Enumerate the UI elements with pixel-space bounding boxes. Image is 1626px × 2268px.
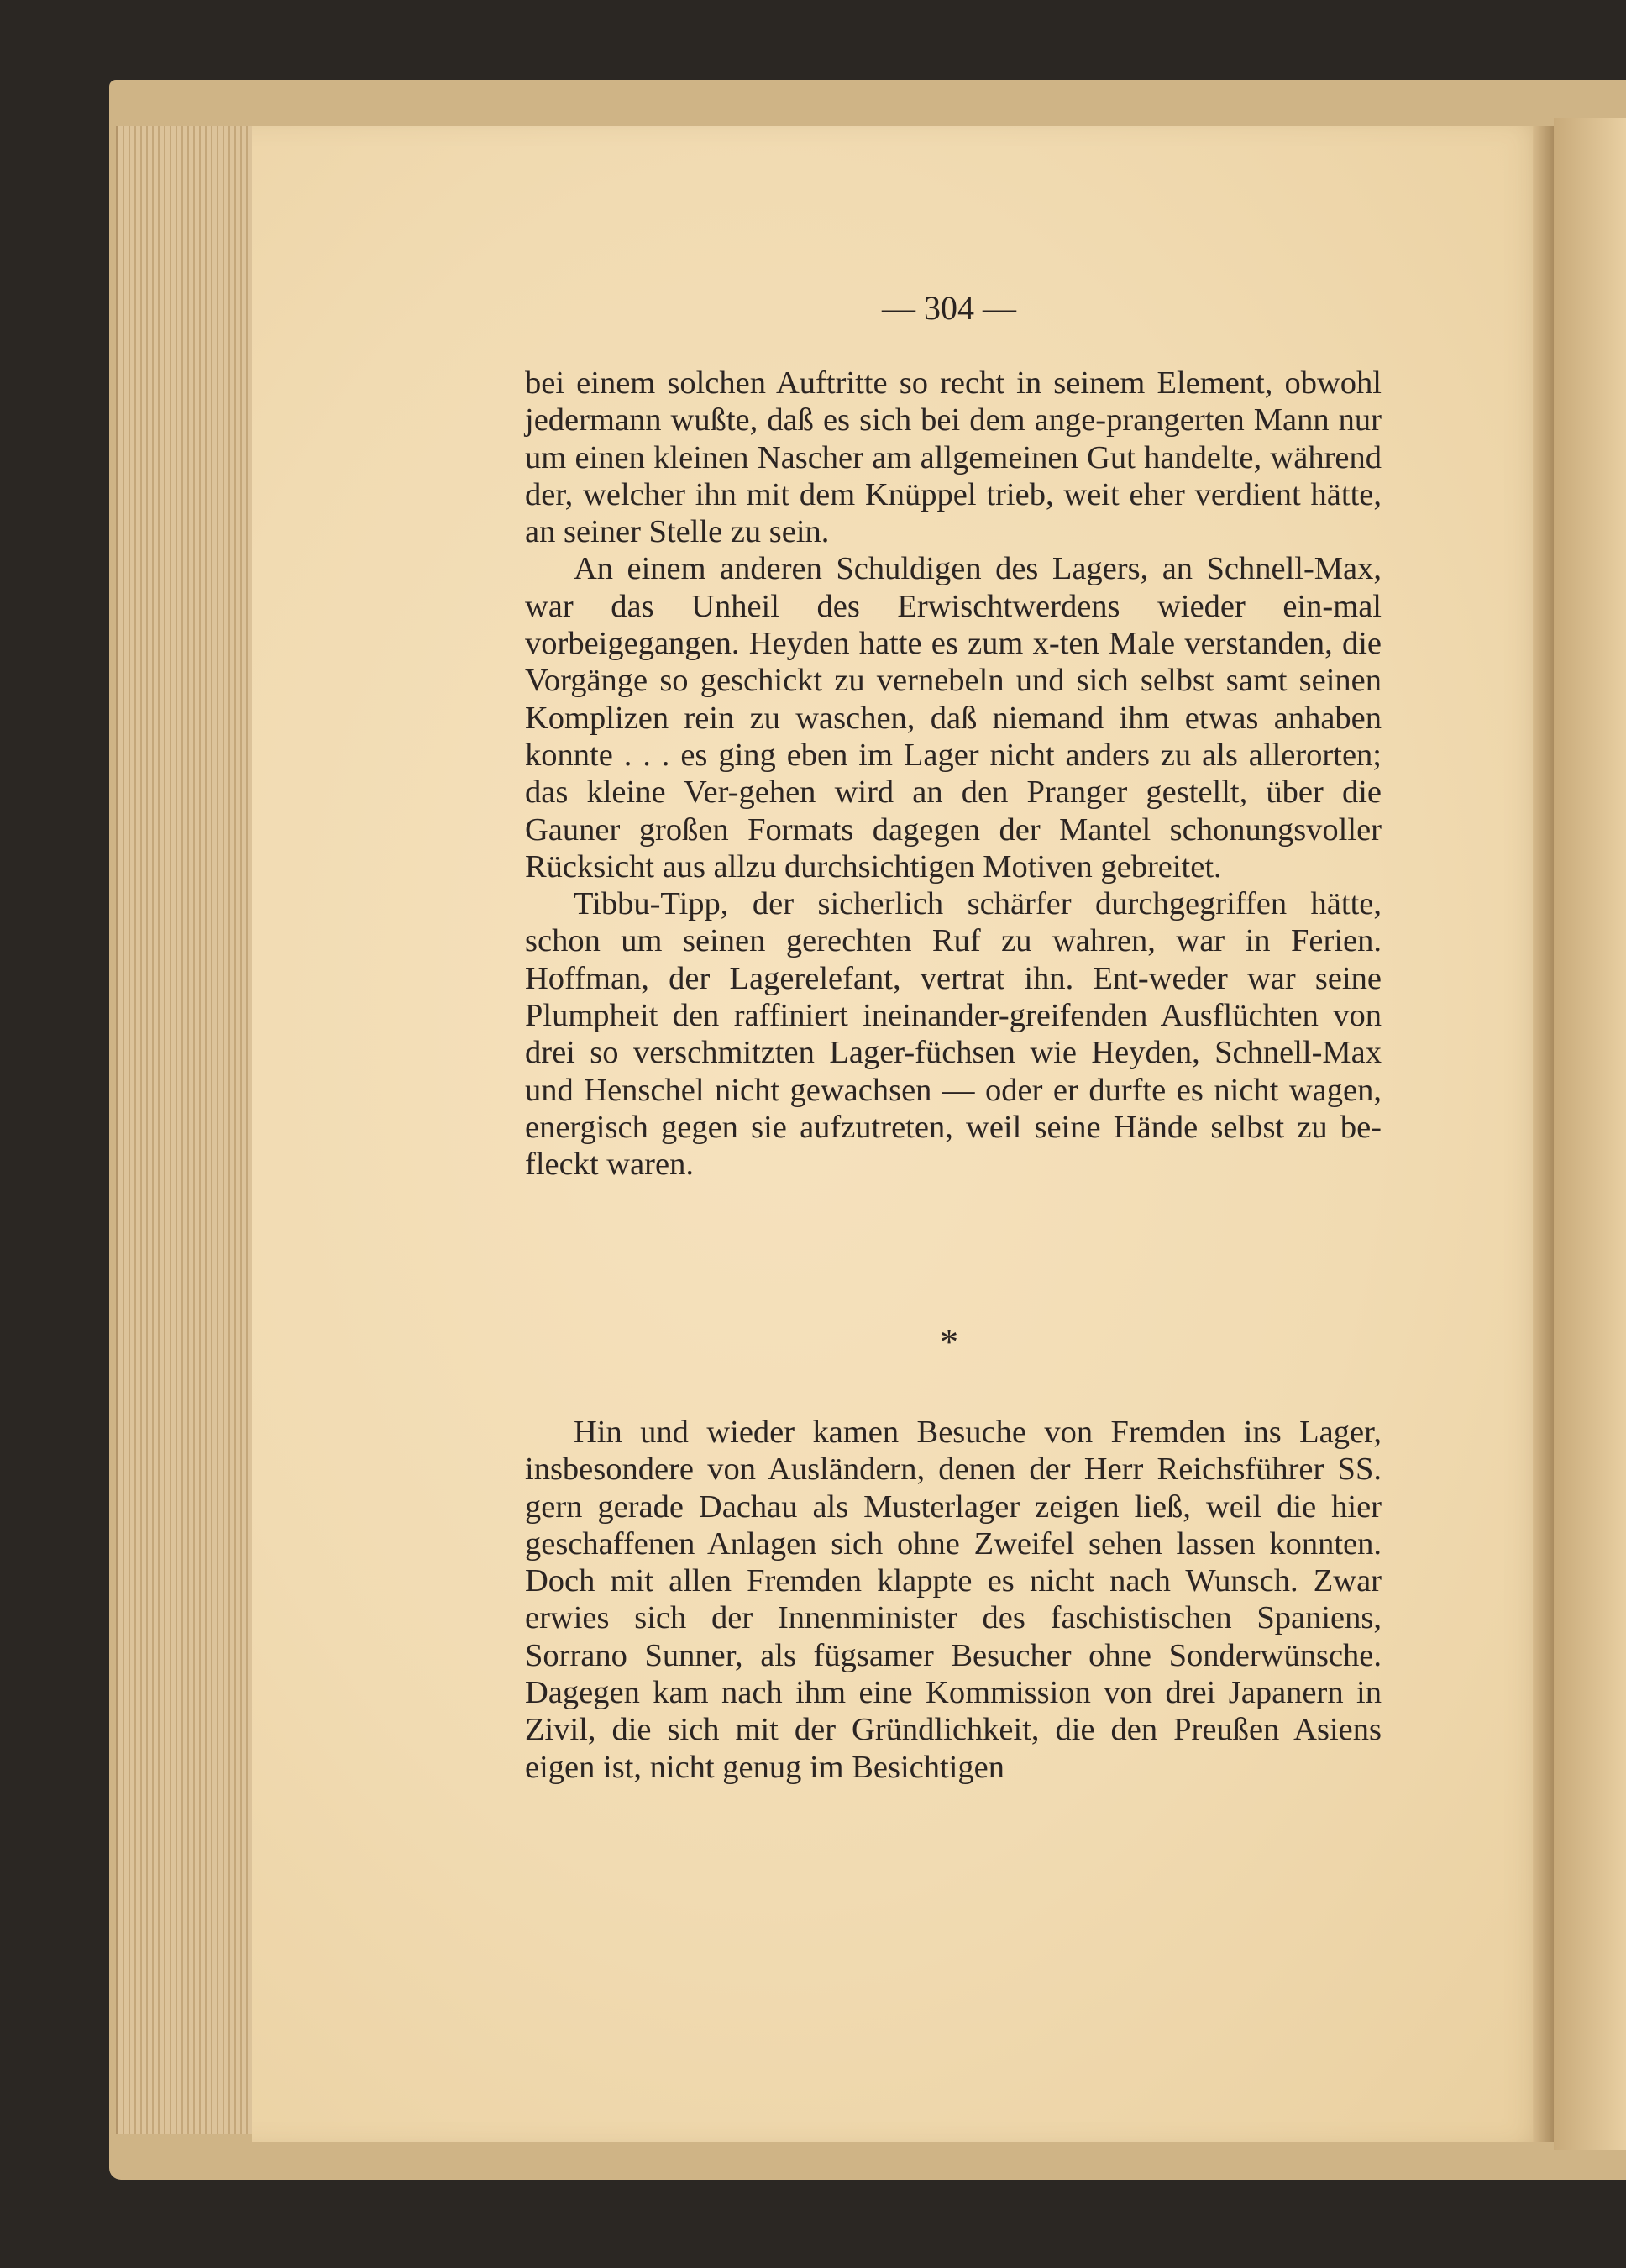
page-number: — 304 — [882, 289, 1016, 327]
book-gutter [1533, 126, 1554, 2142]
section-separator: * [940, 1321, 958, 1362]
paragraph: bei einem solchen Auftritte so recht in seinem Element, obwohl jedermann wußte, daß es sich bei dem ange-prangerten Mann nur um einen kleinen Nascher am allgemeinen Gut handelte, während der, welcher ihn mit dem Knüppel trieb, weit eher verdient hätte, an seiner Stelle zu sein. [525, 365, 1382, 550]
paragraph: An einem anderen Schuldigen des Lagers, an Schnell-Max, war das Unheil des Erwischtwerdens wieder ein-mal vorbeigegangen. Heyden hatte es zum x-ten Male verstanden, die Vorgänge so geschickt zu vernebeln und sich selbst samt seinen Komplizen rein zu waschen, daß niemand ihm etwas anhaben konnte . . . es ging eben im Lager nicht anders zu als allerorten; das kleine Ver-gehen wird an den Pranger gestellt, über die Gauner großen Formats dagegen der Mantel schonungsvoller Rücksicht aus allzu durchsichtigen Motiven gebreitet. [525, 551, 1382, 885]
body-text [525, 365, 1382, 1184]
paragraph: Hin und wieder kamen Besuche von Fremden ins Lager, insbesondere von Ausländern, denen der Herr Reichsführer SS. gern gerade Dachau als Musterlager zeigen ließ, weil die hier geschaffenen Anlagen sich ohne Zweifel sehen lassen konnten. Doch mit allen Fremden klappte es nicht nach Wunsch. Zwar erwies sich der Innenminister des faschistischen Spaniens, Sorrano Sunner, als fügsamer Besucher ohne Sonderwünsche. Dagegen kam nach ihm eine Kommission von drei Japanern in Zivil, die sich mit der Gründlichkeit, die den Preußen Asiens eigen ist, nicht genug im Besichtigen [525, 1415, 1382, 1785]
paragraph: Tibbu-Tipp, der sicherlich schärfer durchgegriffen hätte, schon um seinen gerechten Ruf zu wahren, war in Ferien. Hoffman, der Lagerelefant, vertrat ihn. Ent-weder war seine Plumpheit den raffiniert ineinander-greifenden Ausflüchten von drei so verschmitzten Lager-füchsen wie Heyden, Schnell-Max und Henschel nicht gewachsen — oder er durfte es nicht wagen, energisch gegen sie aufzutreten, weil seine Hände selbst zu be-fleckt waren. [525, 886, 1382, 1183]
facing-page-edge [1554, 118, 1626, 2150]
body-text-continued [525, 1414, 1382, 1786]
